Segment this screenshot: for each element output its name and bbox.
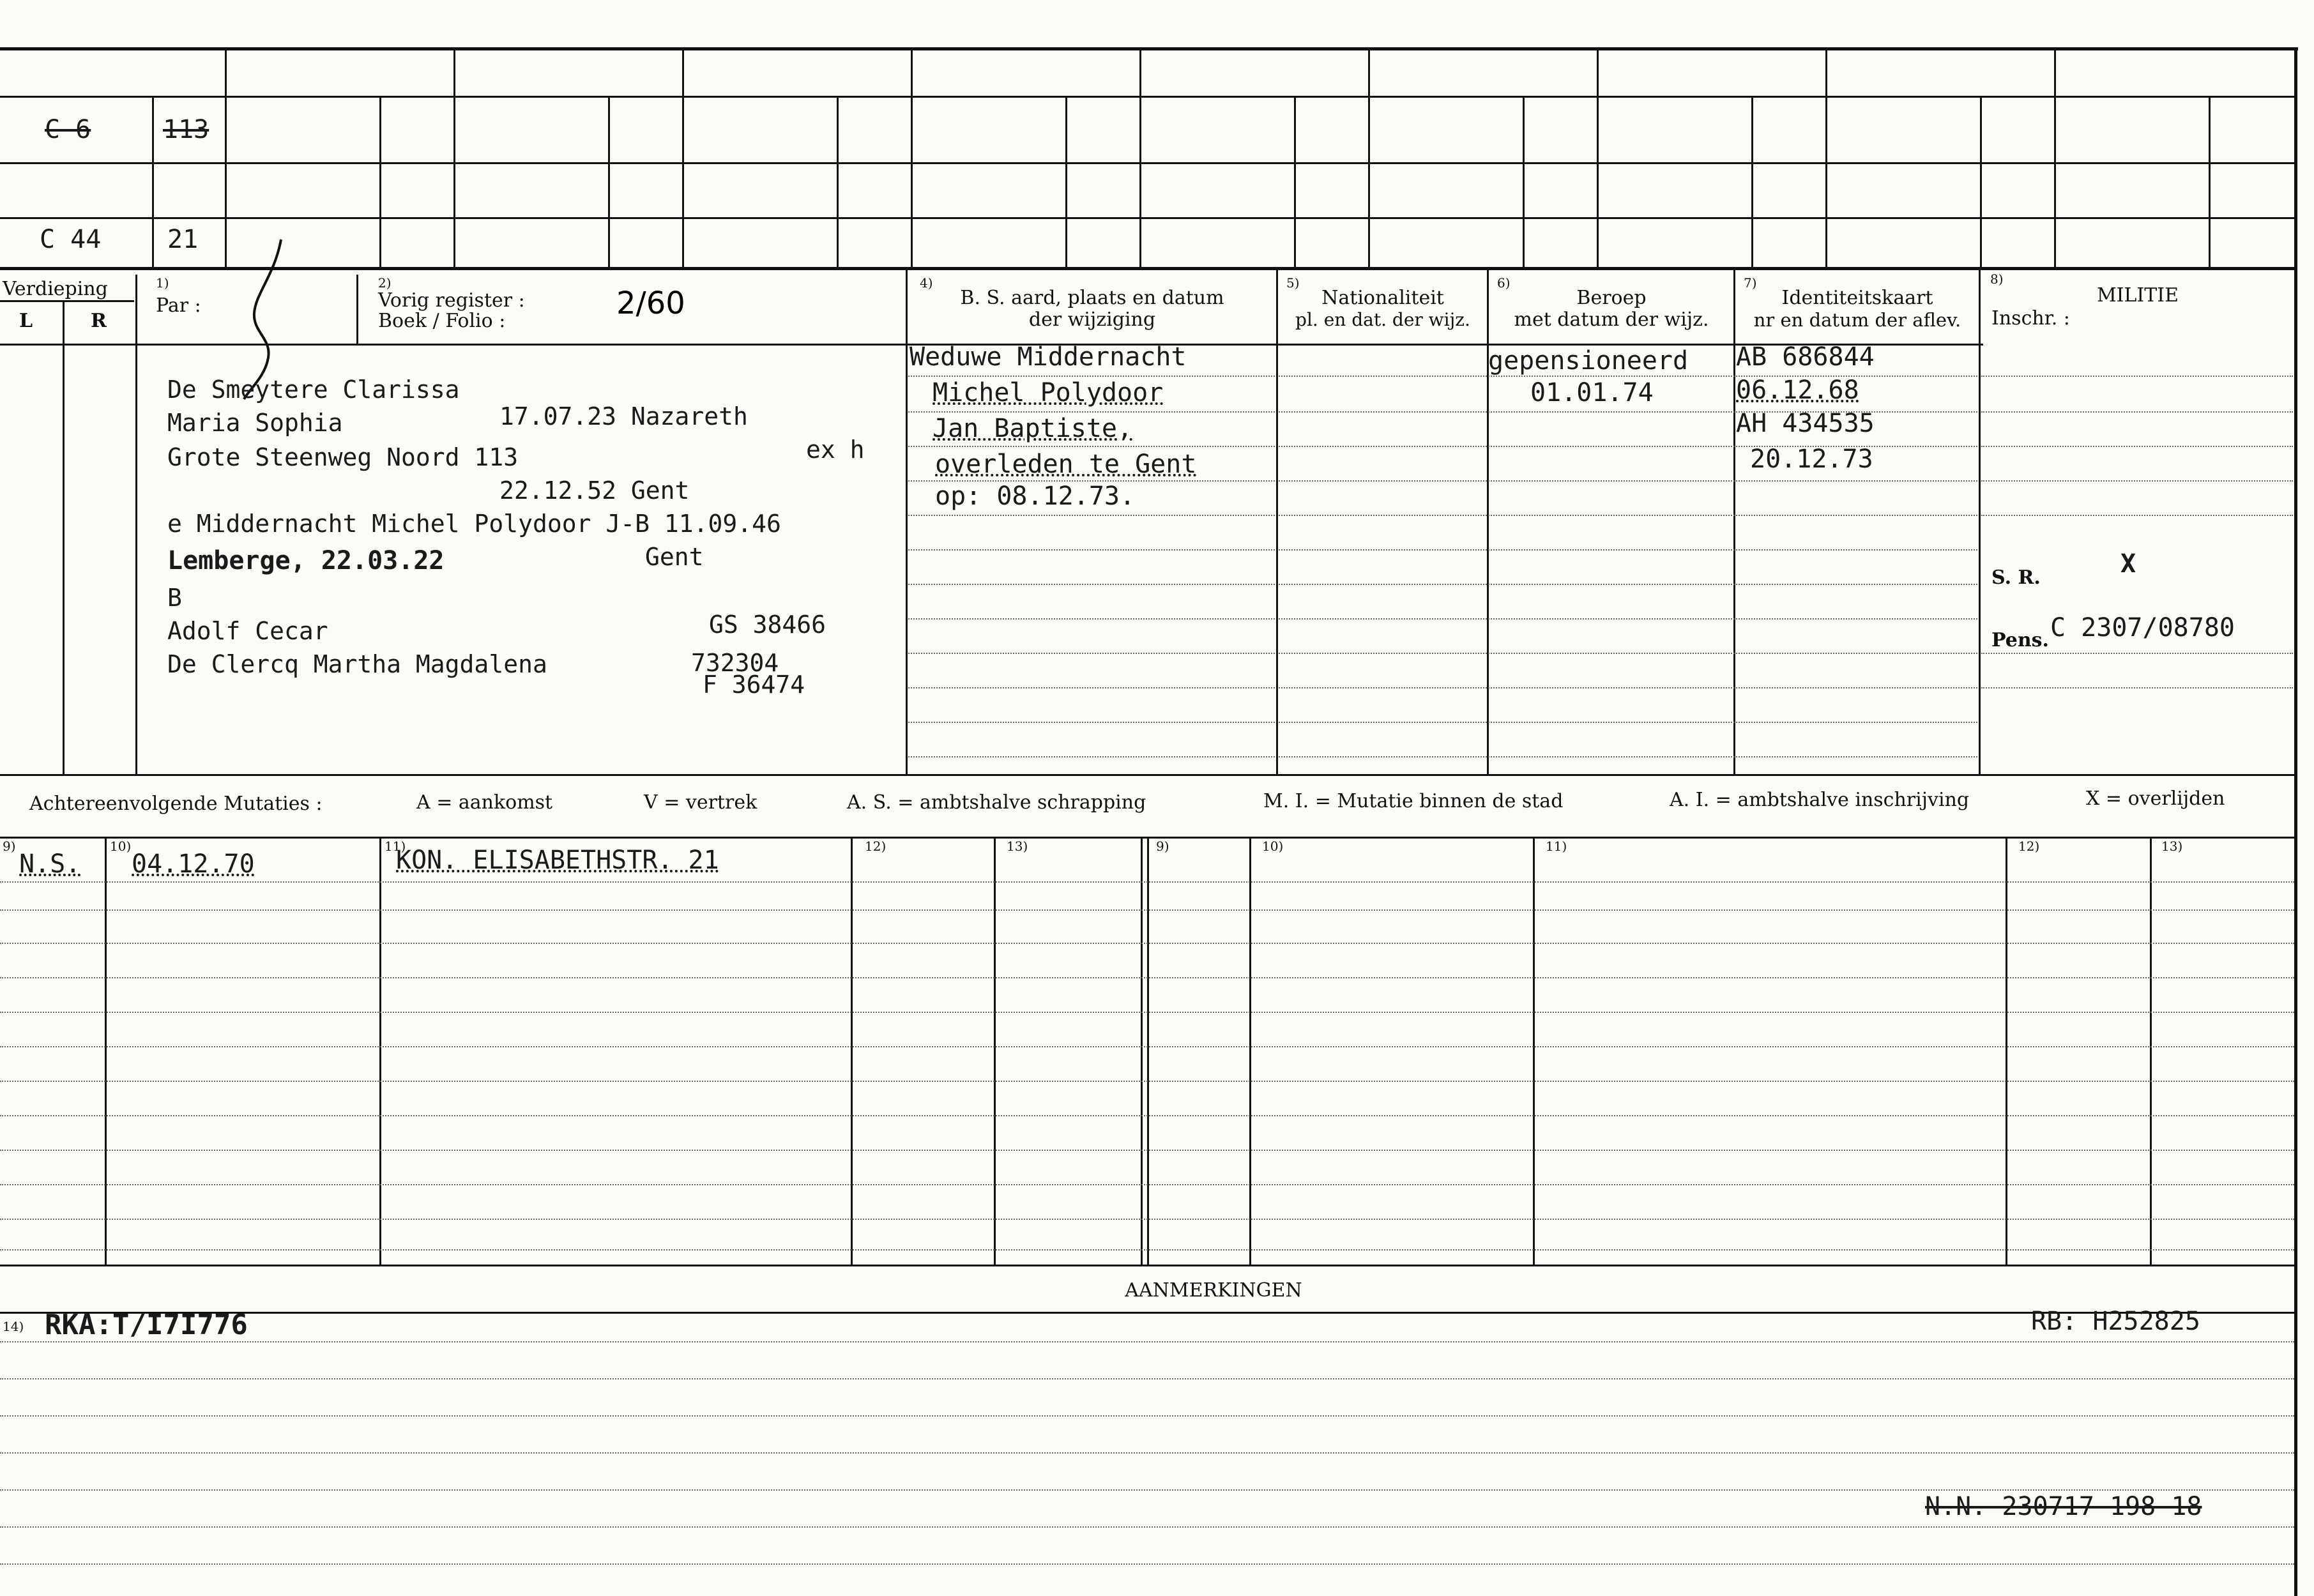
grid-line [379, 96, 381, 267]
person-address: Grote Steenweg Noord 113 [167, 443, 519, 471]
grid-line [0, 217, 2296, 219]
grid-line [994, 837, 996, 1265]
nationality-header-line2: pl. en dat. der wijz. [1295, 309, 1470, 330]
grid-line [0, 96, 2296, 98]
person-date2: 22.12.52 Gent [499, 476, 690, 505]
field-number: 4) [920, 275, 933, 291]
legend-mi: M. I. = Mutatie binnen de stad [1263, 790, 1564, 812]
grid-line [0, 162, 2296, 164]
legend-x: X = overlijden [2086, 787, 2225, 810]
bs-line: overleden te Gent [935, 450, 1197, 479]
grid-line [2209, 96, 2211, 267]
floor-left-label: L [19, 310, 33, 332]
grid-line [837, 96, 839, 267]
militia-header: MILITIE [2096, 284, 2179, 307]
grid-line [0, 1312, 2296, 1314]
field-number: 14) [3, 1319, 24, 1334]
mutation-col-number: 11) [384, 839, 406, 854]
field-number: 1) [156, 275, 169, 291]
grid-line [1980, 96, 1982, 267]
mutation-col-number: 9) [3, 839, 16, 854]
person-gs: GS 38466 [709, 611, 826, 639]
grid-line [1523, 96, 1525, 267]
person-spouse-place: Gent [645, 543, 704, 571]
mutation-col-number: 11) [1546, 839, 1567, 854]
grid-line [0, 267, 2296, 270]
previous-register-label: Vorig register : [378, 289, 525, 312]
id-card-number: AB 686844 [1736, 342, 1875, 372]
grid-line [1533, 837, 1535, 1265]
book-folio-value: 2/60 [616, 285, 685, 321]
mutation-type: N.S. [19, 849, 81, 879]
profession-value: gepensioneerd [1488, 346, 1689, 376]
bs-line: Michel Polydoor [932, 378, 1164, 407]
grid-line [1276, 267, 1278, 774]
person-code2: F 36474 [703, 671, 805, 699]
grid-line [1139, 47, 1141, 267]
person-code1: 732304 [691, 649, 779, 677]
mutation-col-number: 12) [2018, 839, 2040, 854]
mutation-col-number: 13) [2161, 839, 2183, 854]
person-father: Adolf Cecar [167, 617, 328, 645]
person-birth: 17.07.23 Nazareth [499, 402, 748, 430]
grid-line [608, 96, 610, 267]
grid-line [1733, 267, 1735, 774]
field-number: 5) [1286, 275, 1300, 291]
person-lemberge: Lemberge, 22.03.22 [167, 546, 445, 575]
grid-line [1249, 837, 1251, 1265]
grid-line [0, 774, 2296, 776]
sr-value: X [2120, 549, 2136, 579]
legend-title: Achtereenvolgende Mutaties : [29, 793, 323, 815]
id-header-line1: Identiteitskaart [1781, 287, 1933, 309]
mutation-col-number: 10) [110, 839, 132, 854]
legend-v: V = vertrek [644, 791, 757, 814]
grid-line [2054, 47, 2056, 267]
mutation-col-number: 9) [1156, 839, 1169, 854]
id-header-line2: nr en datum der aflev. [1753, 309, 1961, 331]
frame-top [0, 47, 2298, 50]
profession-header-line2: met datum der wijz. [1514, 308, 1709, 331]
mutation-col-number: 10) [1262, 839, 1284, 854]
remarks-header: AANMERKINGEN [1125, 1279, 1302, 1302]
person-mother: De Clercq Martha Magdalena [167, 650, 547, 678]
grid-line [851, 837, 853, 1265]
grid-line [2150, 837, 2152, 1265]
par-label: Par : [156, 294, 201, 317]
legend-ai: A. I. = ambtshalve inschrijving [1670, 789, 1970, 811]
book-folio-label: Boek / Folio : [378, 310, 506, 332]
grid-line [453, 47, 455, 267]
grid-line [1979, 267, 1981, 774]
grid-line [1597, 47, 1599, 267]
grid-line [1147, 837, 1149, 1265]
grid-line [0, 1265, 2296, 1266]
id-card-date: 20.12.73 [1750, 445, 1873, 474]
header-number: 21 [167, 225, 199, 254]
bs-line: Jan Baptiste, [932, 414, 1133, 443]
remark-rka: RKA:T/I7I776 [45, 1309, 248, 1341]
person-name-line1: De Smeytere Clarissa [167, 376, 460, 404]
grid-line [906, 267, 908, 774]
mutation-address: KON. ELISABETHSTR. 21 [396, 846, 719, 875]
field-number: 6) [1497, 275, 1511, 291]
bs-header-line2: der wijziging [1028, 308, 1156, 331]
grid-line [152, 96, 154, 267]
remark-nn: N.N. 230717 198 18 [1925, 1492, 2202, 1521]
id-card-number: AH 434535 [1736, 409, 1875, 438]
legend-a: A = aankomst [416, 791, 553, 814]
grid-line [0, 300, 134, 302]
grid-line [2006, 837, 2007, 1265]
grid-line [135, 275, 137, 774]
grid-line [1141, 837, 1143, 1265]
mutation-col-number: 13) [1007, 839, 1028, 854]
grid-line [379, 837, 381, 1265]
person-b: B [167, 584, 182, 612]
grid-line [105, 837, 107, 1265]
grid-line [1751, 96, 1753, 267]
legend-as: A. S. = ambtshalve schrapping [847, 791, 1146, 814]
header-old-number: 113 [163, 115, 209, 144]
grid-line [1825, 47, 1827, 267]
grid-line [356, 275, 358, 344]
field-number: 2) [378, 275, 392, 291]
bs-line: Weduwe Middernacht [910, 342, 1187, 372]
profession-date: 01.01.74 [1530, 378, 1654, 407]
sr-label: S. R. [1991, 566, 2041, 589]
mutation-col-number: 12) [865, 839, 887, 854]
person-spouse: e Middernacht Michel Polydoor J-B 11.09.46 [167, 510, 781, 538]
grid-line [63, 300, 65, 774]
grid-line [911, 47, 913, 267]
person-name-line2: Maria Sophia [167, 409, 343, 437]
grid-line [1065, 96, 1067, 267]
profession-header-line1: Beroep [1576, 287, 1647, 309]
grid-line [1294, 96, 1296, 267]
nationality-header-line1: Nationaliteit [1321, 287, 1444, 309]
pens-label: Pens. [1991, 629, 2049, 651]
id-card-date: 06.12.68 [1736, 376, 1859, 405]
grid-line [1487, 267, 1489, 774]
verdieping-label: Verdieping [3, 278, 108, 300]
field-number: 7) [1744, 275, 1757, 291]
grid-line [682, 47, 684, 267]
bs-line: op: 08.12.73. [935, 482, 1136, 511]
header-old-code: C 6 [45, 115, 91, 144]
frame-right [2294, 47, 2297, 1596]
grid-line [1368, 47, 1370, 267]
pens-value: C 2307/08780 [2050, 613, 2235, 642]
inschr-label: Inschr. : [1991, 307, 2070, 330]
remark-rb: RB: H252825 [2031, 1307, 2200, 1336]
header-code: C 44 [40, 225, 102, 254]
bs-header-line1: B. S. aard, plaats en datum [960, 287, 1224, 309]
person-ex: ex h [806, 436, 865, 464]
mutation-date: 04.12.70 [132, 849, 255, 879]
field-number: 8) [1990, 271, 2004, 287]
grid-line [225, 47, 227, 267]
floor-right-label: R [91, 310, 107, 332]
